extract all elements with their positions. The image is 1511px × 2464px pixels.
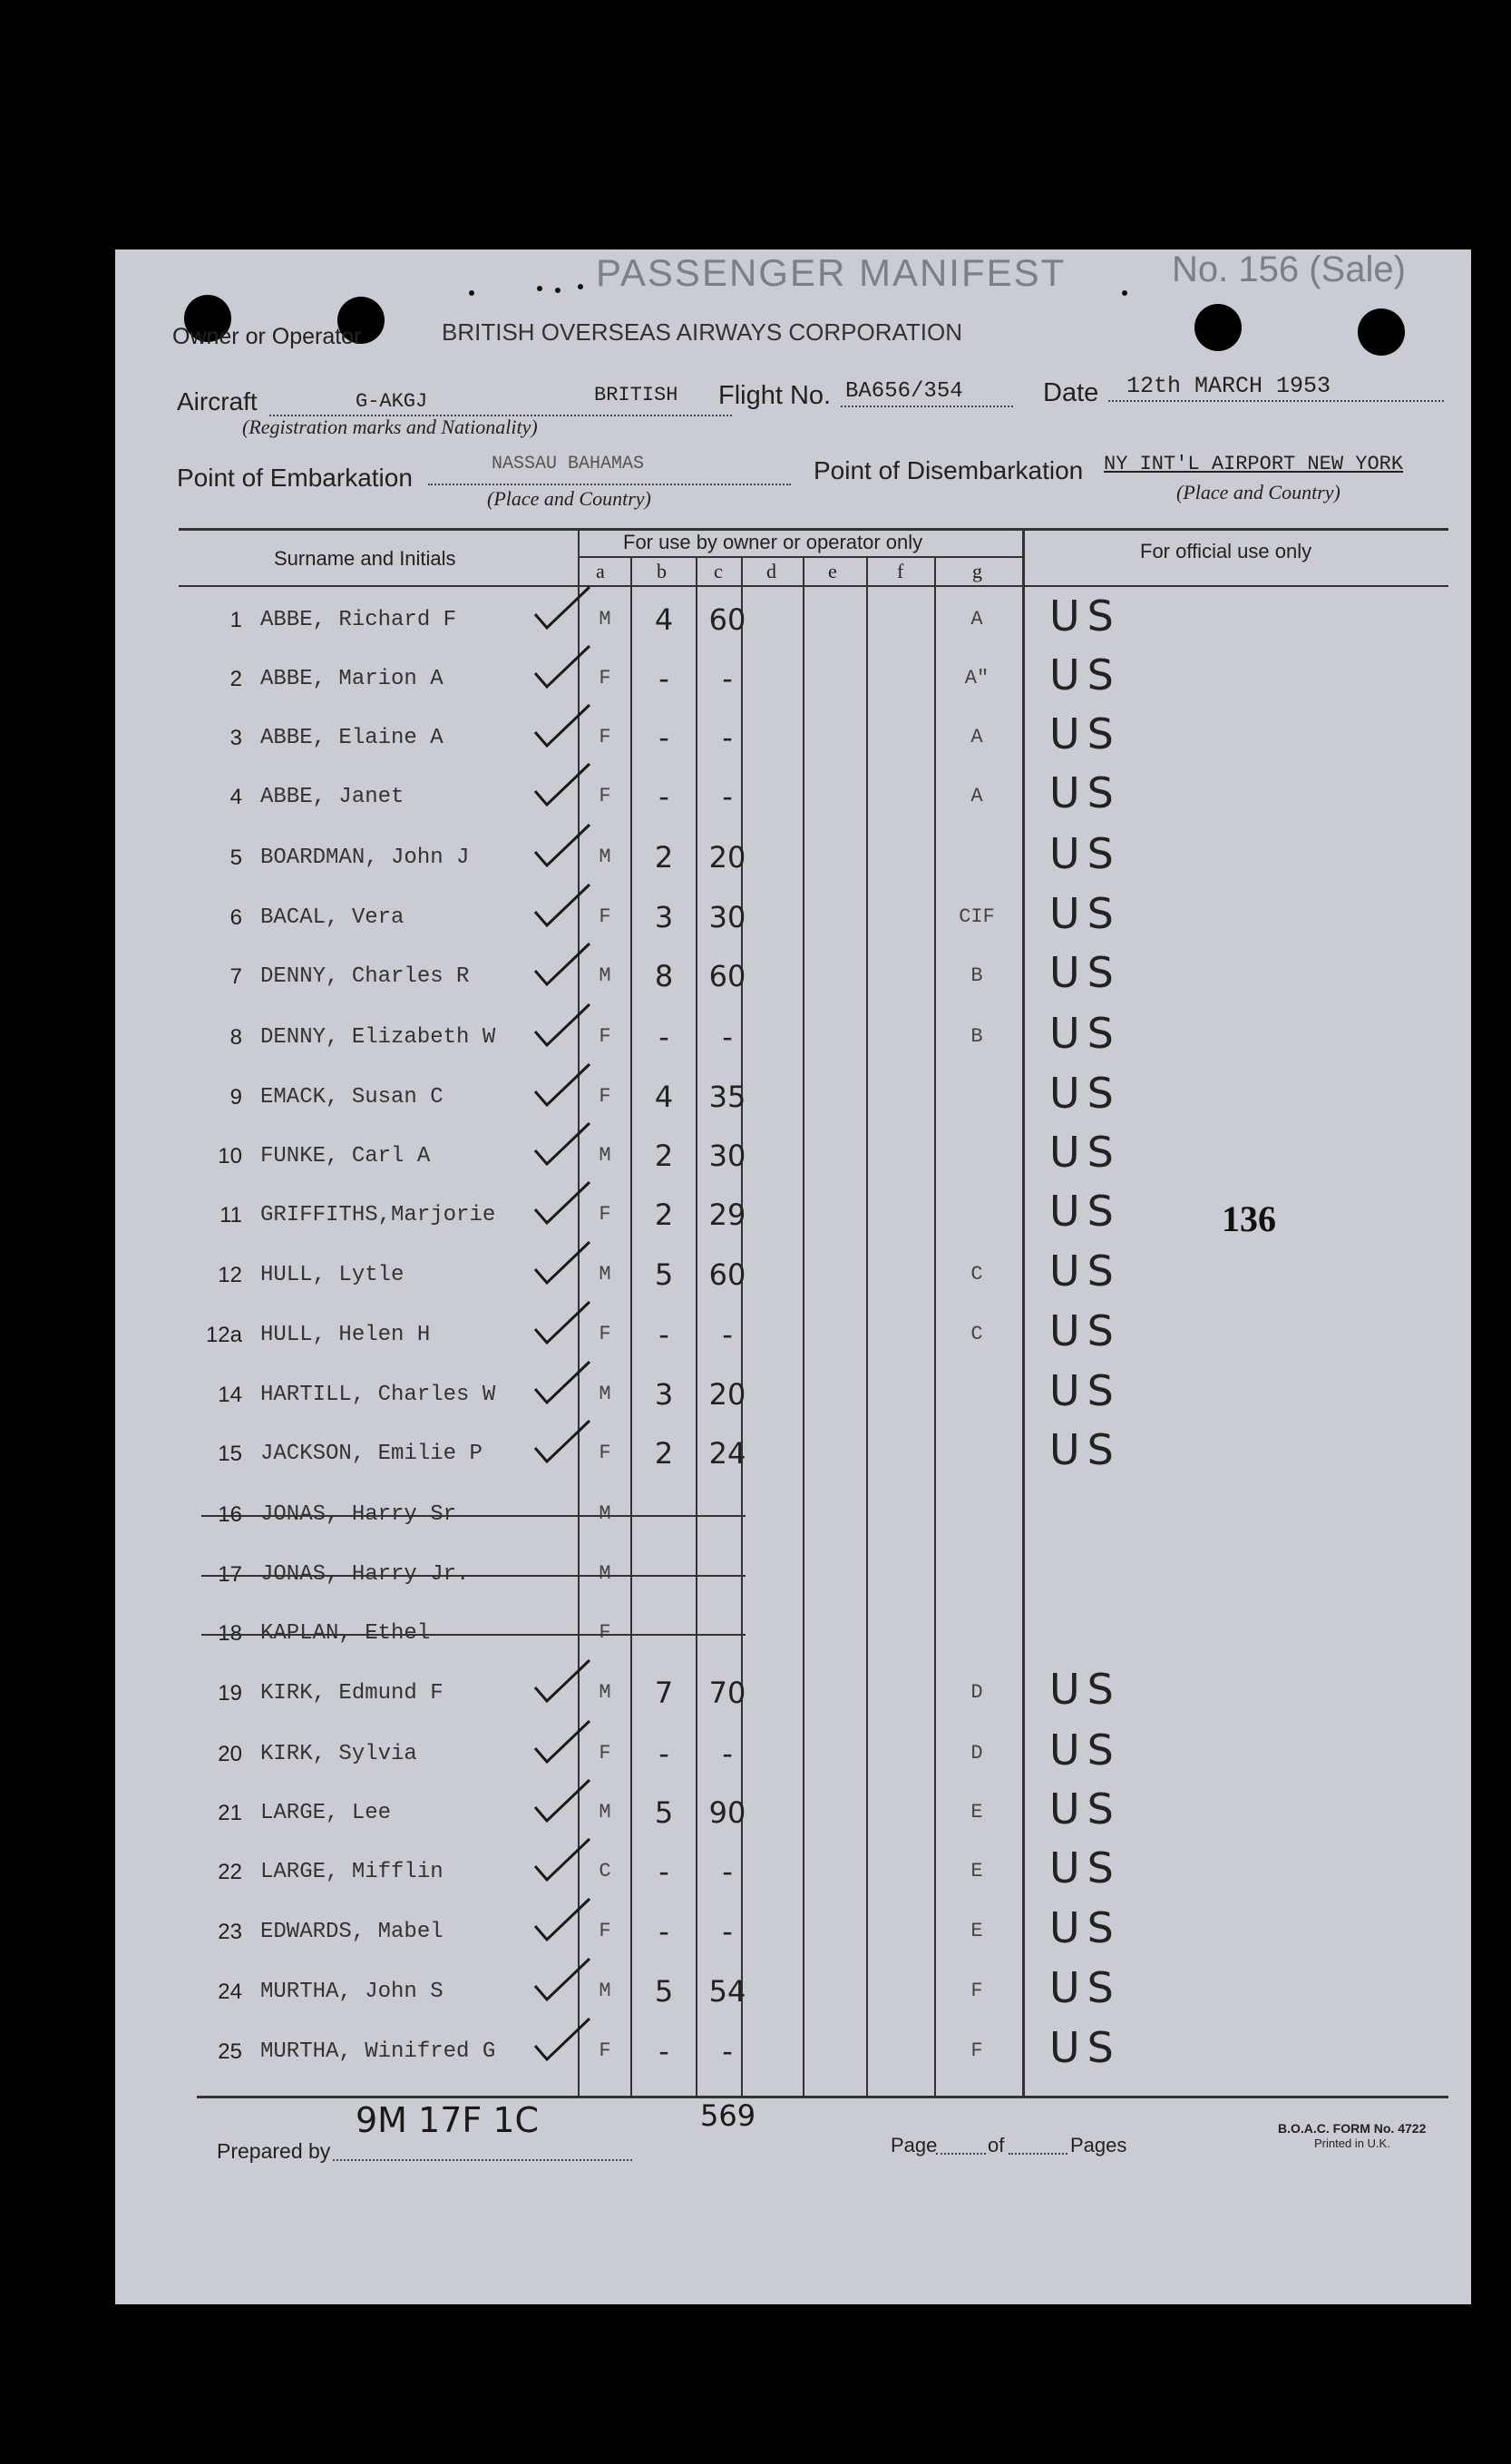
handwritten-totals: 9M 17F 1C: [356, 2100, 540, 2140]
row-number: 23: [218, 1920, 242, 1944]
column-header-f: f: [897, 560, 904, 582]
column-header-c: c: [714, 560, 723, 582]
sex-cell: M: [599, 1980, 611, 2002]
dot-mark: [537, 286, 542, 291]
value-c-cell: -: [722, 1736, 733, 1771]
flight-underline: [841, 406, 1013, 407]
table-header-line: [578, 556, 1022, 558]
row-number: 16: [218, 1502, 242, 1527]
value-b-cell: 2: [654, 1198, 674, 1232]
manifest-number: No. 156 (Sale): [1172, 249, 1406, 289]
check-mark-icon: [531, 700, 594, 750]
punch-hole: [1194, 304, 1242, 351]
row-number: 8: [229, 1025, 242, 1050]
column-header-d: d: [766, 560, 776, 582]
sex-cell: F: [599, 1203, 611, 1226]
passenger-name: KIRK, Sylvia: [260, 1742, 417, 1766]
column-header-e: e: [828, 560, 837, 582]
passenger-name: DENNY, Elizabeth W: [260, 1025, 496, 1050]
official-mark: US: [1049, 1009, 1121, 1058]
group-cell: C: [970, 1263, 983, 1286]
sex-cell: M: [599, 846, 611, 868]
official-mark: US: [1049, 1963, 1121, 2012]
official-mark: US: [1049, 1187, 1121, 1236]
official-mark: US: [1049, 1128, 1121, 1177]
row-number: 6: [229, 905, 242, 930]
value-c-cell: -: [722, 720, 733, 755]
value-b-cell: -: [658, 1020, 669, 1054]
aircraft-note: (Registration marks and Nationality): [242, 416, 538, 438]
sex-cell: M: [599, 1562, 611, 1585]
group-cell: F: [970, 2039, 983, 2062]
group-cell: E: [970, 1920, 983, 1942]
official-use-header: For official use only: [1140, 540, 1312, 562]
passenger-name: LARGE, Mifflin: [260, 1860, 444, 1884]
value-c-cell: 60: [708, 602, 746, 637]
value-c-cell: 20: [708, 840, 746, 875]
column-divider: [934, 558, 936, 2096]
value-b-cell: 8: [654, 959, 674, 993]
value-b-cell: -: [658, 1914, 669, 1949]
sex-cell: M: [599, 1681, 611, 1704]
aircraft-nationality: BRITISH: [594, 384, 678, 406]
sex-cell: M: [599, 1383, 611, 1405]
value-b-cell: -: [658, 1854, 669, 1889]
dot-mark: [578, 284, 583, 289]
passenger-name: HULL, Lytle: [260, 1263, 405, 1287]
dot-mark: [1122, 290, 1127, 296]
value-c-cell: 60: [708, 959, 746, 993]
check-mark-icon: [531, 1834, 594, 1884]
check-mark-icon: [531, 939, 594, 989]
value-c-cell: 30: [708, 1139, 746, 1173]
group-cell: CIF: [959, 905, 995, 928]
official-mark: US: [1049, 1903, 1121, 1952]
value-c-cell: -: [722, 1854, 733, 1889]
sex-cell: F: [599, 667, 611, 689]
row-number: 1: [229, 608, 242, 632]
passenger-name: KAPLAN, Ethel: [260, 1621, 431, 1646]
value-c-cell: 29: [708, 1198, 746, 1232]
official-mark: US: [1049, 889, 1121, 938]
flight-label: Flight No.: [718, 381, 832, 410]
strike-through-line: [201, 1515, 746, 1517]
row-number: 15: [218, 1442, 242, 1466]
passenger-name: MURTHA, Winifred G: [260, 2039, 496, 2064]
check-mark-icon: [531, 1000, 594, 1050]
sex-cell: F: [599, 726, 611, 748]
official-mark: US: [1049, 650, 1121, 699]
official-mark: US: [1049, 592, 1121, 640]
aircraft-label: Aircraft: [177, 387, 258, 416]
official-mark: US: [1049, 1425, 1121, 1474]
passenger-name: EDWARDS, Mabel: [260, 1920, 444, 1944]
value-b-cell: 4: [654, 602, 674, 637]
passenger-name: ABBE, Elaine A: [260, 726, 444, 750]
official-mark: US: [1049, 948, 1121, 997]
column-divider: [866, 558, 868, 2096]
check-mark-icon: [531, 582, 594, 632]
owner-use-header: For use by owner or operator only: [623, 531, 923, 553]
check-mark-icon: [531, 641, 594, 691]
value-b-cell: -: [658, 779, 669, 814]
value-b-cell: 4: [654, 1080, 674, 1114]
pages-label: Pages: [1070, 2134, 1127, 2156]
disembarkation-label: Point of Disembarkation: [814, 456, 1084, 484]
group-cell: A: [970, 726, 983, 748]
passenger-name: BACAL, Vera: [260, 905, 405, 930]
check-mark-icon: [531, 1119, 594, 1168]
group-cell: F: [970, 1980, 983, 2002]
check-mark-icon: [531, 1416, 594, 1466]
row-number: 24: [218, 1980, 242, 2004]
group-cell: A: [970, 785, 983, 807]
value-b-cell: -: [658, 1736, 669, 1771]
value-c-cell: 54: [708, 1974, 746, 2009]
prepared-by-label: Prepared by: [217, 2139, 331, 2163]
value-c-cell: -: [722, 1317, 733, 1352]
sex-cell: F: [599, 1025, 611, 1048]
sex-cell: M: [599, 1801, 611, 1824]
sex-cell: F: [599, 1323, 611, 1345]
official-mark: US: [1049, 2023, 1121, 2072]
punch-hole: [1358, 308, 1405, 356]
row-number: 11: [219, 1203, 242, 1227]
group-cell: D: [970, 1742, 983, 1765]
check-mark-icon: [531, 820, 594, 870]
value-b-cell: 5: [654, 1795, 674, 1830]
check-mark-icon: [531, 759, 594, 809]
sex-cell: F: [599, 1442, 611, 1464]
sex-cell: F: [599, 2039, 611, 2062]
value-b-cell: 7: [654, 1676, 674, 1710]
passenger-name: BOARDMAN, John J: [260, 846, 470, 870]
group-cell: B: [970, 1025, 983, 1048]
sex-cell: F: [599, 1920, 611, 1942]
page-underline: [936, 2153, 986, 2155]
owner-value: BRITISH OVERSEAS AIRWAYS CORPORATION: [442, 318, 963, 346]
passenger-name: MURTHA, John S: [260, 1980, 444, 2004]
row-number: 5: [229, 846, 242, 870]
date-label: Date: [1043, 378, 1099, 407]
check-mark-icon: [531, 1656, 594, 1706]
of-label: of: [988, 2134, 1005, 2156]
value-c-cell: 30: [708, 900, 746, 934]
value-b-cell: 2: [654, 1436, 674, 1471]
official-mark: US: [1049, 1306, 1121, 1355]
date-value: 12th MARCH 1953: [1126, 373, 1331, 399]
handwritten-sum: 569: [700, 2098, 756, 2133]
row-number: 19: [218, 1681, 242, 1706]
row-number: 20: [218, 1742, 242, 1766]
row-number: 4: [229, 785, 242, 809]
row-number: 18: [218, 1621, 242, 1646]
of-underline: [1009, 2153, 1067, 2155]
sex-cell: F: [599, 1742, 611, 1765]
sex-cell: M: [599, 608, 611, 631]
check-mark-icon: [531, 1894, 594, 1944]
embarkation-note: (Place and Country): [487, 487, 651, 510]
passenger-name: KIRK, Edmund F: [260, 1681, 444, 1706]
check-mark-icon: [531, 880, 594, 930]
row-number: 21: [218, 1801, 242, 1825]
form-number: B.O.A.C. FORM No. 4722: [1278, 2121, 1427, 2136]
value-c-cell: 90: [708, 1795, 746, 1830]
official-mark: US: [1049, 709, 1121, 758]
group-cell: D: [970, 1681, 983, 1704]
passenger-name: LARGE, Lee: [260, 1801, 392, 1825]
table-bottom-line: [197, 2096, 1448, 2098]
official-mark: US: [1049, 1247, 1121, 1296]
row-number: 17: [218, 1562, 242, 1587]
row-number: 25: [218, 2039, 242, 2064]
disembarkation-note: (Place and Country): [1176, 481, 1340, 504]
strike-through-line: [201, 1634, 746, 1636]
embarkation-value: NASSAU BAHAMAS: [492, 454, 645, 474]
row-number: 12: [218, 1263, 242, 1287]
value-b-cell: -: [658, 1317, 669, 1352]
value-b-cell: 5: [654, 1974, 674, 2009]
value-b-cell: 3: [654, 1377, 674, 1412]
official-mark: US: [1049, 1726, 1121, 1775]
sex-cell: F: [599, 1085, 611, 1108]
passenger-name: DENNY, Charles R: [260, 964, 470, 989]
value-c-cell: 70: [708, 1676, 746, 1710]
surname-header: Surname and Initials: [274, 547, 456, 570]
value-c-cell: -: [722, 779, 733, 814]
check-mark-icon: [531, 1237, 594, 1287]
row-number: 22: [218, 1860, 242, 1884]
sex-cell: F: [599, 785, 611, 807]
sex-cell: M: [599, 964, 611, 987]
manifest-document: [115, 249, 1471, 2304]
row-number: 7: [229, 964, 242, 989]
page-label: Page: [891, 2134, 938, 2156]
check-mark-icon: [531, 2014, 594, 2064]
manifest-title: PASSENGER MANIFEST: [596, 251, 1067, 294]
embarkation-underline: [428, 484, 791, 485]
value-c-cell: 60: [708, 1257, 746, 1292]
column-header-a: a: [596, 560, 605, 582]
value-b-cell: 2: [654, 1139, 674, 1173]
official-mark: US: [1049, 1069, 1121, 1118]
passenger-name: JONAS, Harry Jr.: [260, 1562, 470, 1587]
column-header-g: g: [972, 560, 982, 582]
check-mark-icon: [531, 1060, 594, 1110]
official-mark: US: [1049, 768, 1121, 817]
dot-mark: [469, 290, 474, 296]
passenger-name: HULL, Helen H: [260, 1323, 431, 1347]
official-mark: US: [1049, 1784, 1121, 1833]
value-c-cell: 20: [708, 1377, 746, 1412]
passenger-name: ABBE, Janet: [260, 785, 405, 809]
value-b-cell: -: [658, 720, 669, 755]
group-cell: A": [964, 667, 989, 689]
value-b-cell: 2: [654, 840, 674, 875]
printed-note: Printed in U.K.: [1314, 2136, 1390, 2150]
check-mark-icon: [531, 1178, 594, 1227]
row-number: 14: [218, 1383, 242, 1407]
official-mark: US: [1049, 829, 1121, 878]
table-subheader-line: [179, 585, 1448, 587]
passenger-name: ABBE, Marion A: [260, 667, 444, 691]
sex-cell: M: [599, 1502, 611, 1525]
column-header-b: b: [657, 560, 667, 582]
group-cell: B: [970, 964, 983, 987]
embarkation-label: Point of Embarkation: [177, 464, 413, 492]
check-mark-icon: [531, 1775, 594, 1825]
value-b-cell: 5: [654, 1257, 674, 1292]
passenger-name: GRIFFITHS,Marjorie: [260, 1203, 496, 1227]
check-mark-icon: [531, 1716, 594, 1766]
value-b-cell: 3: [654, 900, 674, 934]
value-c-cell: 24: [708, 1436, 746, 1471]
column-divider: [1022, 531, 1025, 2096]
strike-through-line: [201, 1575, 746, 1577]
row-number: 12a: [205, 1323, 242, 1347]
value-b-cell: -: [658, 2034, 669, 2068]
group-cell: E: [970, 1801, 983, 1824]
group-cell: A: [970, 608, 983, 631]
disembarkation-value: NY INT'L AIRPORT NEW YORK: [1104, 453, 1404, 475]
passenger-name: ABBE, Richard F: [260, 608, 457, 632]
passenger-name: JACKSON, Emilie P: [260, 1442, 483, 1466]
sex-cell: M: [599, 1263, 611, 1286]
sex-cell: C: [599, 1860, 611, 1882]
official-mark: US: [1049, 1843, 1121, 1892]
value-c-cell: -: [722, 1020, 733, 1054]
value-c-cell: -: [722, 2034, 733, 2068]
group-cell: E: [970, 1860, 983, 1882]
flight-value: BA656/354: [845, 379, 963, 404]
stamp-number: 136: [1222, 1198, 1276, 1239]
passenger-name: FUNKE, Carl A: [260, 1144, 431, 1168]
column-divider: [803, 558, 804, 2096]
date-underline: [1108, 400, 1444, 402]
passenger-name: EMACK, Susan C: [260, 1085, 444, 1110]
row-number: 3: [229, 726, 242, 750]
dot-mark: [555, 288, 561, 293]
row-number: 10: [218, 1144, 242, 1168]
official-mark: US: [1049, 1366, 1121, 1415]
row-number: 2: [229, 667, 242, 691]
passenger-name: HARTILL, Charles W: [260, 1383, 496, 1407]
official-mark: US: [1049, 1665, 1121, 1714]
sex-cell: F: [599, 905, 611, 928]
value-c-cell: 35: [708, 1080, 746, 1114]
owner-label: Owner or Operator: [172, 324, 362, 349]
check-mark-icon: [531, 1297, 594, 1347]
aircraft-registration: G-AKGJ: [356, 390, 428, 413]
group-cell: C: [970, 1323, 983, 1345]
prepared-by-underline: [333, 2159, 632, 2161]
row-number: 9: [229, 1085, 242, 1110]
sex-cell: M: [599, 1144, 611, 1167]
value-c-cell: -: [722, 661, 733, 696]
value-c-cell: -: [722, 1914, 733, 1949]
sex-cell: F: [599, 1621, 611, 1644]
value-b-cell: -: [658, 661, 669, 696]
passenger-name: JONAS, Harry Sr: [260, 1502, 457, 1527]
check-mark-icon: [531, 1954, 594, 2004]
check-mark-icon: [531, 1357, 594, 1407]
